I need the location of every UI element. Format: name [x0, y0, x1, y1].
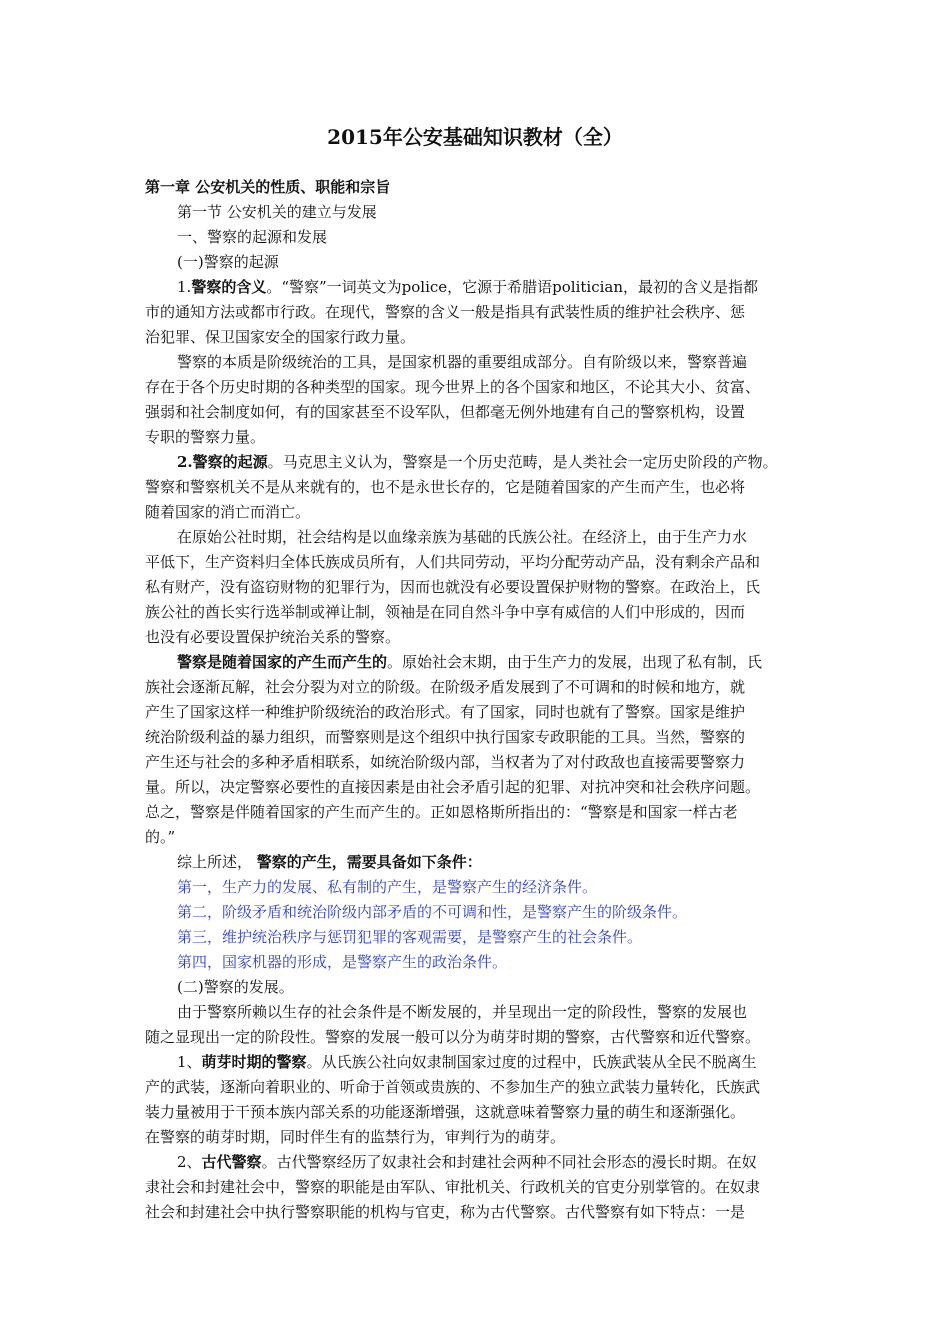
line-text: 。“警察”一词英文为police，它源于希腊语politician，最初的含义是指都: [266, 278, 759, 296]
paragraph-line: 的。”: [145, 828, 176, 846]
bold-term: 警察是随着国家的产生而产生的: [177, 653, 388, 671]
paragraph-line: [177, 1050, 817, 1075]
document-title: 2015年公安基础知识教材（全）: [327, 125, 623, 149]
line-text: 综上所述，: [177, 853, 253, 871]
subsection-heading: (二)警察的发展。: [177, 978, 294, 996]
paragraph-line: 警察和警察机关不是从来就有的，也不是永世长存的，它是随着国家的产生而产生，也必将: [145, 478, 746, 496]
line-text: 。古代警察经历了奴隶社会和封建社会两种不同社会形态的漫长时期。在奴: [261, 1153, 757, 1171]
bold-term: 古代警察: [201, 1153, 262, 1171]
bold-term: 警察的产生，需要具备如下条件：: [256, 853, 482, 871]
condition-item: 第四，国家机器的形成，是警察产生的政治条件。: [177, 953, 508, 971]
paragraph-line: 产生还与社会的多种矛盾相联系，如统治阶级内部，当权者为了对付政敌也直接需要警察力: [145, 753, 746, 771]
part-heading: 一、警察的起源和发展: [177, 228, 328, 246]
paragraph-line: 警察的本质是阶级统治的工具，是国家机器的重要组成部分。自有阶级以来，警察普遍: [177, 353, 748, 371]
paragraph-line: 存在于各个历史时期的各种类型的国家。现今世界上的各个国家和地区，不论其大小、贫富、: [145, 378, 761, 396]
condition-item: 第一，生产力的发展、私有制的产生，是警察产生的经济条件。: [177, 878, 598, 896]
paragraph-line: [177, 1150, 817, 1175]
paragraph-line: 隶社会和封建社会中，警察的职能是由军队、审批机关、行政机关的官吏分别掌管的。在奴隶: [145, 1178, 761, 1196]
paragraph-line: 治犯罪、保卫国家安全的国家行政力量。: [145, 328, 416, 346]
bold-term: 2.警察的起源: [177, 453, 268, 471]
section-heading: 第一节 公安机关的建立与发展: [177, 203, 377, 221]
paragraph-line: 平低下，生产资料归全体氏族成员所有，人们共同劳动，平均分配劳动产品，没有剩余产品和: [145, 553, 761, 571]
paragraph-line: [177, 650, 817, 675]
item-number: 1.: [177, 278, 192, 296]
paragraph-line: 强弱和社会制度如何，有的国家甚至不设军队，但都毫无例外地建有自己的警察机构，设置: [145, 403, 746, 421]
line-text: 。原始社会末期，由于生产力的发展，出现了私有制，氏: [387, 653, 763, 671]
paragraph-line: 在原始公社时期，社会结构是以血缘亲族为基础的氏族公社。在经济上，由于生产力水: [177, 528, 748, 546]
paragraph-line: 市的通知方法或都市行政。在现代，警察的含义一般是指具有武装性质的维护社会秩序、惩: [145, 303, 746, 321]
paragraph-line: 随之显现出一定的阶段性。警察的发展一般可以分为萌芽时期的警察，古代警察和近代警察。: [145, 1028, 761, 1046]
item-number: 1、: [177, 1053, 202, 1071]
paragraph-line: 私有财产，没有盗窃财物的犯罪行为，因而也就没有必要设置保护财物的警察。在政治上，氏: [145, 578, 761, 596]
condition-item: 第二，阶级矛盾和统治阶级内部矛盾的不可调和性，是警察产生的阶级条件。: [177, 903, 688, 921]
bold-term: 萌芽时期的警察: [201, 1053, 307, 1071]
paragraph-line: [177, 275, 817, 300]
paragraph-line: 族社会逐渐瓦解，社会分裂为对立的阶级。在阶级矛盾发展到了不可调和的时候和地方，就: [145, 678, 746, 696]
line-text: 。马克思主义认为，警察是一个历史范畴，是人类社会一定历史阶段的产物。: [267, 453, 778, 471]
chapter-heading: 第一章 公安机关的性质、职能和宗旨: [145, 178, 391, 196]
paragraph-line: 也没有必要设置保护统治关系的警察。: [145, 628, 401, 646]
paragraph-line: 在警察的萌芽时期，同时伴生有的监禁行为，审判行为的萌芽。: [145, 1128, 566, 1146]
paragraph-line: 产的武装，逐渐向着职业的、听命于首领或贵族的、不参加生产的独立武装力量转化，氏族武: [145, 1078, 761, 1096]
paragraph-line: 专职的警察力量。: [145, 428, 266, 446]
summary-line: [177, 850, 817, 875]
line-text: 。从氏族公社向奴隶制国家过度的过程中，氏族武装从全民不脱离生: [306, 1053, 757, 1071]
condition-item: 第三，维护统治秩序与惩罚犯罪的客观需要，是警察产生的社会条件。: [177, 928, 643, 946]
paragraph-line: 总之，警察是伴随着国家的产生而产生的。正如恩格斯所指出的：“警察是和国家一样古老: [145, 803, 738, 821]
paragraph-line: 族公社的酋长实行选举制或禅让制，领袖是在同自然斗争中享有威信的人们中形成的，因而: [145, 603, 746, 621]
item-number: 2、: [177, 1153, 202, 1171]
paragraph-line: 随着国家的消亡而消亡。: [145, 503, 311, 521]
subsection-heading: (一)警察的起源: [177, 253, 279, 271]
paragraph-line: 装力量被用于干预本族内部关系的功能逐渐增强，这就意味着警察力量的萌生和逐渐强化。: [145, 1103, 746, 1121]
paragraph-line: 产生了国家这样一种维护阶级统治的政治形式。有了国家，同时也就有了警察。国家是维护: [145, 703, 746, 721]
paragraph-line: 社会和封建社会中执行警察职能的机构与官吏，称为古代警察。古代警察有如下特点：一是: [145, 1203, 746, 1221]
paragraph-line: [177, 450, 817, 475]
bold-term: 警察的含义: [191, 278, 267, 296]
paragraph-line: 由于警察所赖以生存的社会条件是不断发展的，并呈现出一定的阶段性，警察的发展也: [177, 1003, 748, 1021]
paragraph-line: 统治阶级利益的暴力组织，而警察则是这个组织中执行国家专政职能的工具。当然，警察的: [145, 728, 746, 746]
paragraph-line: 量。所以，决定警察必要性的直接因素是由社会矛盾引起的犯罪、对抗冲突和社会秩序问题。: [145, 778, 761, 796]
